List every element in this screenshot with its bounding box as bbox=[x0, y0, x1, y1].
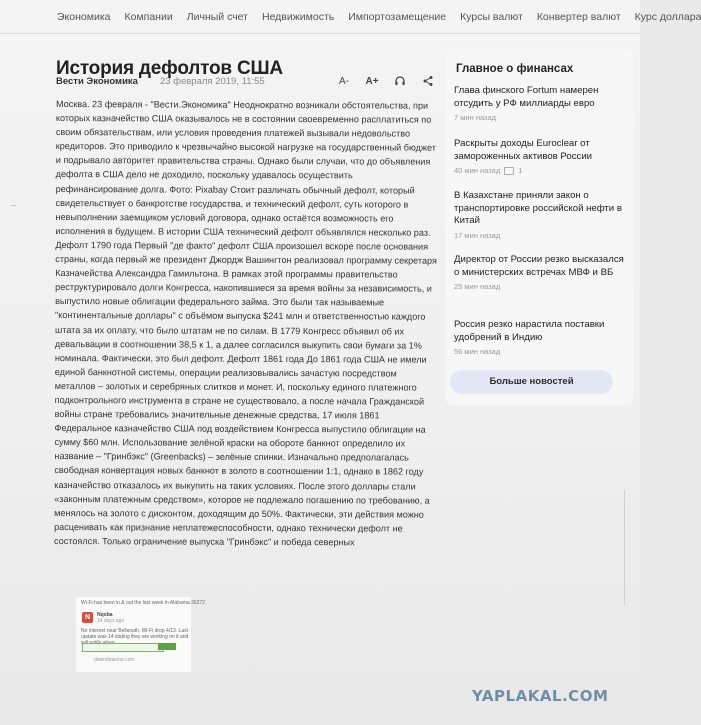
comment-count: 1 bbox=[518, 166, 523, 175]
font-decrease-button[interactable]: A- bbox=[339, 75, 349, 87]
headphones-icon-svg bbox=[394, 75, 406, 87]
news-time-row bbox=[454, 347, 626, 356]
more-news-button[interactable]: Больше новостей bbox=[450, 370, 613, 394]
news-time: 17 мин назад bbox=[454, 230, 501, 240]
article-source[interactable]: Вести Экономика bbox=[56, 75, 138, 87]
nav-item-exchange-rates[interactable]: Курсы валют bbox=[460, 10, 523, 23]
nav-item-economy[interactable]: Экономика bbox=[57, 10, 111, 23]
news-time: 25 мин назад bbox=[454, 282, 501, 291]
embedded-screenshot bbox=[76, 597, 205, 672]
widget-banner bbox=[82, 643, 164, 652]
font-increase-button[interactable]: A+ bbox=[365, 75, 379, 87]
nav-item-dollar-rate[interactable]: Курс доллара bbox=[634, 10, 701, 23]
watermark-logo: YAPLAKAL.COM bbox=[472, 687, 609, 705]
news-time-row bbox=[454, 113, 626, 122]
widget-message: No internet near Bellsouth. Wi-Fi drop 4/13. Last update was 14 stating they are working on it and bbox=[81, 628, 189, 640]
news-time: 7 мин назад bbox=[454, 113, 497, 122]
news-time-row bbox=[454, 166, 626, 175]
sidebar-title: Главное о финансах bbox=[456, 63, 574, 75]
news-item[interactable] bbox=[454, 254, 626, 291]
news-headline[interactable]: В Казахстане приняли закон о транспортировке российской нефти в Китай bbox=[454, 190, 622, 226]
news-time-row bbox=[454, 231, 626, 240]
top-navigation bbox=[0, 0, 701, 34]
nav-item-real-estate[interactable]: Недвижимость bbox=[261, 10, 335, 23]
news-headline[interactable]: Глава финского Fortum намерен отсудить у РФ миллиарды евро bbox=[454, 85, 599, 109]
news-headline[interactable]: Россия резко нарастила поставки удобрений в Индию bbox=[454, 319, 605, 343]
side-marker: — bbox=[11, 203, 16, 209]
news-headline[interactable]: Раскрыты доходы Euroclear от замороженных активов России bbox=[454, 138, 593, 162]
news-headline[interactable]: Директор от России резко высказался о министерских встречах МВФ и ВБ bbox=[454, 254, 624, 278]
news-time-row bbox=[454, 282, 626, 291]
widget-header-text: Wi-Fi has been in & out the last week in Alabama 36272 bbox=[81, 600, 205, 606]
widget-badge bbox=[158, 643, 176, 650]
news-item[interactable] bbox=[454, 138, 626, 175]
article-body bbox=[54, 97, 438, 550]
widget-url: downdetector.com bbox=[94, 657, 135, 663]
nav-item-companies[interactable]: Компании bbox=[124, 10, 173, 23]
app-logo-icon: N bbox=[82, 612, 93, 623]
nav-item-import-substitution[interactable]: Импортозамещение bbox=[348, 10, 447, 23]
comment-icon bbox=[504, 167, 514, 175]
headphones-icon[interactable] bbox=[393, 73, 407, 89]
article-text: Москва. 23 февраля - "Вести.Экономика" Неоднократно возникали обстоятельства, при которых казначейство США оказывалось не в состоянии своевременно расплатиться по своим обязательствам, или условия проведения платежей вызывали недовольство кредиторов. Это приводило к чрезвычайно высокой нагрузке на государственный бюджет и подрывало авторитет правительства страны. Однако были случаи, что до объявления дефолта в США дело не доходило, поскольку удавалось осуществить рефинансирование долга. Фото: Pixabay Стоит различать обычный дефолт, который свидетельствует о банкротстве государства, и технический дефолт, суть которого в невыполнении заемщиком условий договора, однако остаётся возможность его исполнения в будущем. В истории США технический дефолт объявлялся несколько раз. Дефолт 1790 года Первый "де факто" дефолт США произошел вскоре после основания страны, когда первый же президент Джордж Вашингтон реализовал программу секретаря Казначейства Александра Гамильтона. В рамках этой программы правительство реструктурировало долги Конгресса, накопившиеся за время войны за независимость, и выпустило новые облигации федерального займа. Это были так называемые "континентальные доллары" с объёмом выпуска $241 млн и ответственностью каждого штата за их оплату, что было штатам не по силам. В 1779 Конгресс объявил об их девальвации в соотношении 38,5 к 1, а далее согласился выкупить свои бумаги за 1% номинала. Фактически, это был дефолт. Дефолт 1861 года До 1861 года США не имели единой банкнотной системы, операции реализовывались зачастую посредством металлов – золотых и серебряных слитков и монет. И, поскольку единого платежного подконтрольного инструмента в стране не существовало, а после начала Гражданской войны стране требовались значительные денежные средства, 17 июля 1861 Федеральное казначейство США под воздействием Конгресса выпустило облигации на сумму $60 млн. Использование зелёной краски на обороте банкнот определило их название – "Гринбэкс" (Greenbacks) – зелёные спинки. Изначально предполагалась свободная конвертация новых банкнот в золото в соотношении 1:1, однако в 1862 году казначейство отказалось их выкупить на таких условиях. После этого доллары стали «законным платежным средством», которое не подлежало погашению по требованию, а менялось на золото с дисконтом, доходящим до 50%. Фактически, эти действия можно расценивать как признание неплатежеспособности, однако технически дефолт не состоялся. Только ограничение выпуска "Гринбэкс" и победа северных bbox=[54, 98, 437, 548]
finance-news-sidebar bbox=[446, 49, 633, 405]
article-date: 23 февраля 2019, 11:55 bbox=[159, 75, 265, 87]
widget-time: 14 days ago bbox=[97, 618, 125, 624]
nav-item-currency-converter[interactable]: Конвертер валют bbox=[536, 10, 621, 23]
news-time: 56 мин назад bbox=[454, 347, 501, 356]
share-icon[interactable] bbox=[421, 73, 435, 89]
share-icon-svg bbox=[422, 75, 434, 87]
article-toolbar bbox=[337, 73, 435, 89]
widget-app-name: Nqoba bbox=[97, 612, 113, 618]
news-item[interactable] bbox=[454, 85, 626, 122]
edge-line bbox=[624, 490, 625, 605]
nav-item-personal-account[interactable]: Личный счет bbox=[186, 10, 248, 23]
news-item[interactable] bbox=[454, 190, 626, 240]
news-time: 40 мин назад bbox=[454, 166, 501, 175]
article-title: История дефолтов США bbox=[56, 57, 283, 79]
news-item[interactable] bbox=[454, 319, 626, 356]
